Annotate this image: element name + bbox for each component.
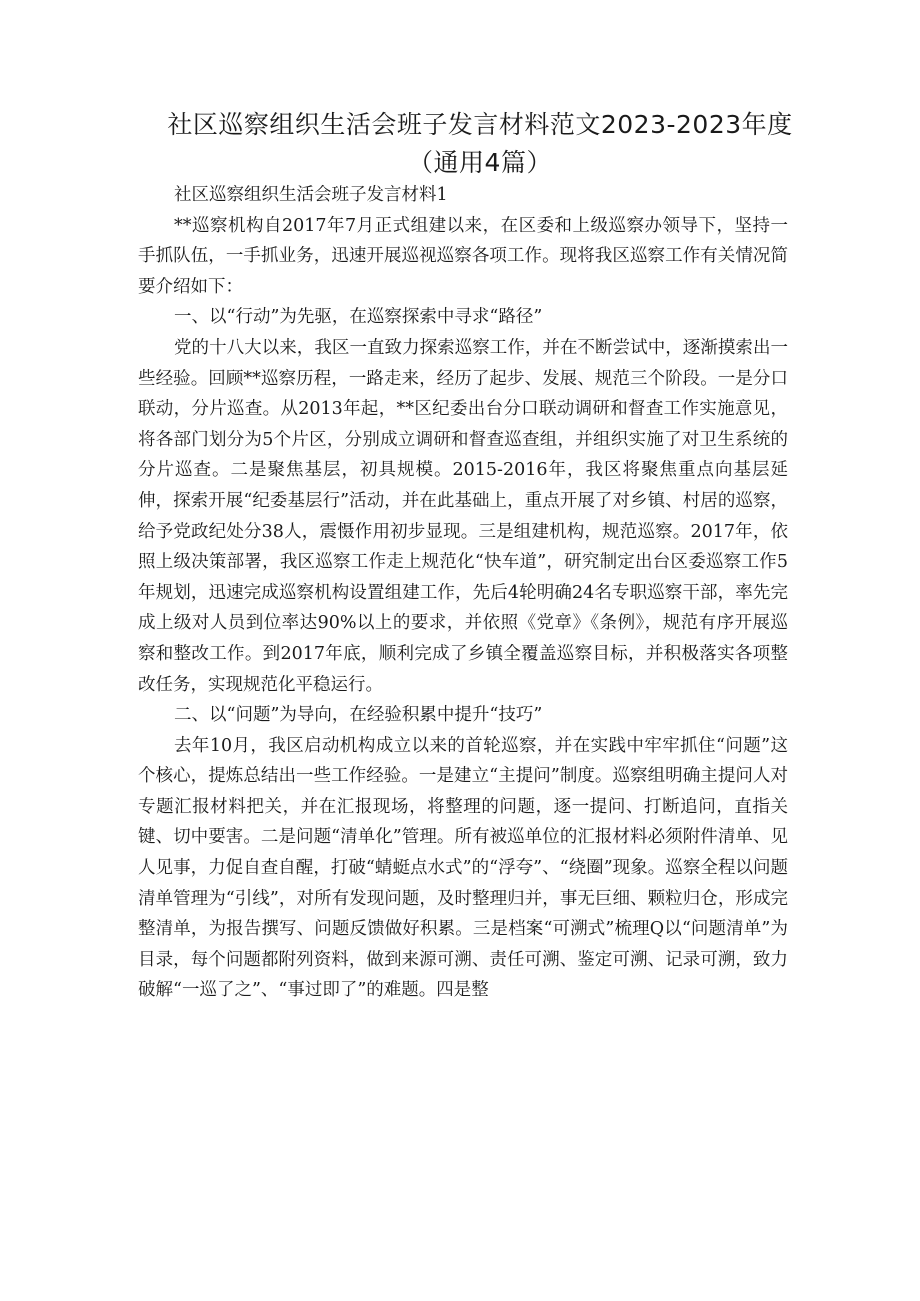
body-paragraph: 党的十八大以来，我区一直致力探索巡察工作，并在不断尝试中，逐渐摸索出一些经验。回顾**巡察历程，一路走来，经历了起步、发展、规范三个阶段。一是分口联动，分片巡查。从2013年起，**区纪委出台分口联动调研和督查工作实施意见，将各部门划分为5个片区，分别成立调研和督查巡查组，并组织实施了对卫生系统的分片巡查。二是聚焦基层，初具规模。2015-2016年，我区将聚焦重点向基层延伸，探索开展“纪委基层行”活动，并在此基础上，重点开展了对乡镇、村居的巡察，给予党政纪处分38人，震慑作用初步显现。三是组建机构，规范巡察。2017年，依照上级决策部署，我区巡察工作走上规范化“快车道”，研究制定出台区委巡察工作5年规划，迅速完成巡察机构设置组建工作，先后4轮明确24名专职巡察干部，率先完成上级对人员到位率达90%以上的要求，并依照《党章》《条例》，规范有序开展巡察和整改工作。到2017年底，顺利完成了乡镇全覆盖巡察目标，并积极落实各项整改任务，实现规范化平稳运行。 [138,337,788,695]
section-heading: 一、以“行动”为先驱，在巡察探索中寻求“路径” [174,307,543,328]
section-heading: 二、以“问题”为导向，在经验积累中提升“技巧” [174,705,543,726]
body-paragraph: **巡察机构自2017年7月正式组建以来，在区委和上级巡察办领导下，坚持一手抓队伍，一手抓业务，迅速开展巡视巡察各项工作。现将我区巡察工作有关情况简要介绍如下： [138,215,788,297]
section-heading: 社区巡察组织生活会班子发言材料1 [174,185,448,205]
body-paragraph: 去年10月，我区启动机构成立以来的首轮巡察，并在实践中牢牢抓住“问题”这个核心，提炼总结出一些工作经验。一是建立“主提问”制度。巡察组明确主提问人对专题汇报材料把关，并在汇报现场，将整理的问题，逐一提问、打断追问，直指关键、切中要害。二是问题“清单化”管理。所有被巡单位的汇报材料必须附件清单、见人见事，力促自查自醒，打破“蜻蜓点水式”的“浮夸”、“绕圈”现象。巡察全程以问题清单管理为“引线”，对所有发现问题，及时整理归并，事无巨细、颗粒归仓，形成完整清单，为报告撰写、问题反馈做好积累。三是档案“可溯式”梳理Q以“问题清单”为目录，每个问题都附列资料，做到来源可溯、责任可溯、鉴定可溯、记录可溯，致力破解“一巡了之”、“事过即了”的难题。四是整 [138,735,788,1001]
document-title: 社区巡察组织生活会班子发言材料范文2023-2023年度（通用4篇） [167,110,793,177]
document-body [138,180,788,1006]
